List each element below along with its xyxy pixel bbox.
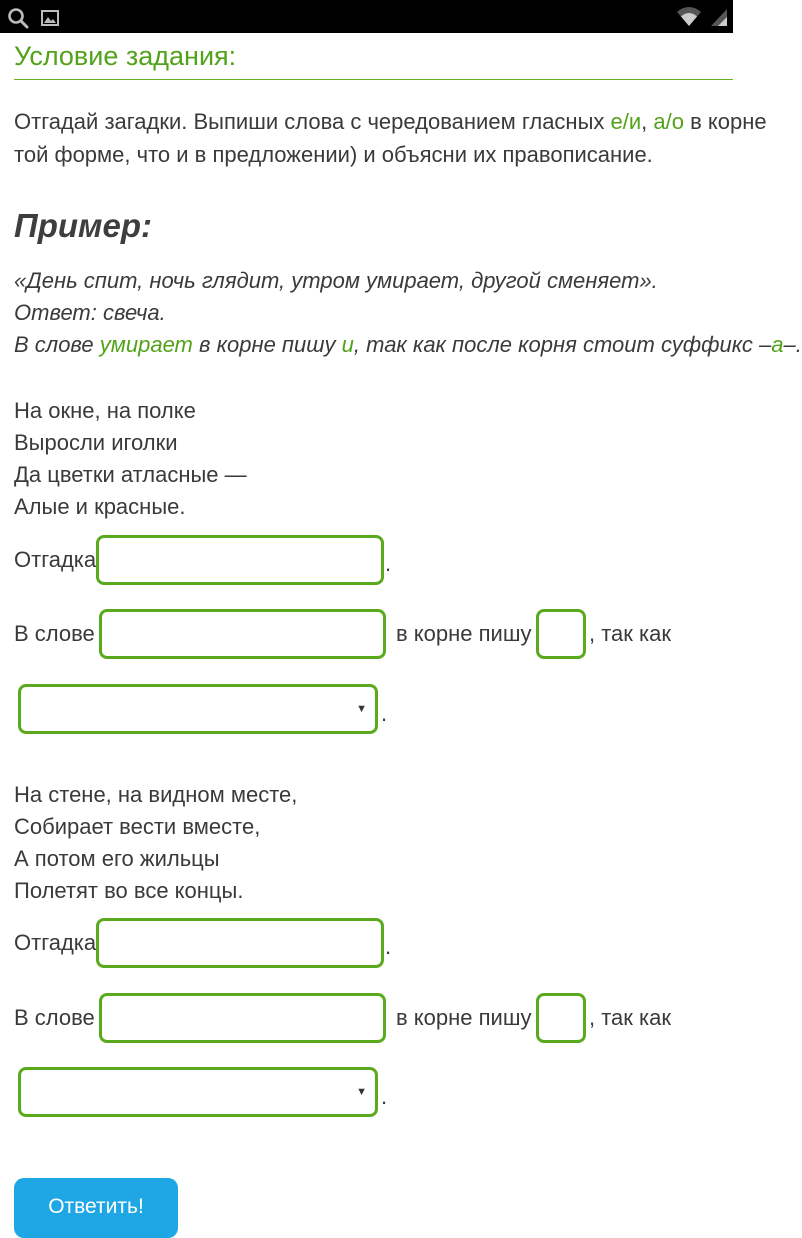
vowel-pair-ao: а/о: [653, 109, 684, 134]
because-label: , так как: [589, 1005, 671, 1030]
separator: ,: [641, 109, 654, 134]
period: .: [381, 1084, 388, 1109]
instruction-text: Отгадай загадки. Выпиши слова с чередованием гласных: [14, 109, 611, 134]
dropdown-arrow-icon: ▼: [356, 1086, 367, 1098]
riddle-line: Алые и красные.: [14, 494, 186, 519]
riddle-line: Собирает вести вместе,: [14, 814, 261, 839]
search-icon: [6, 6, 30, 35]
riddle-2-text: [14, 779, 297, 907]
root-label: в корне пишу: [396, 1005, 532, 1030]
word-input-2[interactable]: [99, 993, 386, 1043]
status-bar: [0, 0, 733, 33]
example-text: в корне пишу: [192, 332, 342, 357]
example-explanation: [14, 329, 802, 361]
letter-input-2[interactable]: [536, 993, 586, 1043]
task-instructions: [14, 105, 774, 171]
example-body: [14, 265, 802, 361]
word-input-1[interactable]: [99, 609, 386, 659]
riddle-line: На окне, на полке: [14, 398, 196, 423]
example-suffix: а: [771, 332, 784, 357]
answer-label: Отгадка: [14, 547, 97, 572]
riddle-1-text: [14, 395, 247, 523]
example-letter: и: [341, 332, 354, 357]
because-label: , так как: [589, 621, 671, 646]
period: .: [385, 551, 392, 576]
signal-icon: [709, 6, 729, 33]
instruction-text-end: в корне: [683, 109, 767, 134]
root-label: в корне пишу: [396, 621, 532, 646]
reason-select-2[interactable]: [18, 1067, 378, 1117]
task-title: Условие задания:: [14, 41, 237, 71]
riddle-line: А потом его жильцы: [14, 846, 220, 871]
example-riddle: «День спит, ночь глядит, утром умирает, другой сменяет».: [14, 268, 658, 293]
example-title: Пример:: [14, 207, 152, 244]
answer-label: Отгадка: [14, 930, 97, 955]
example-text: В слове: [14, 332, 100, 357]
answer-input-1[interactable]: [96, 535, 384, 585]
riddle-line: Да цветки атласные —: [14, 462, 247, 487]
dropdown-arrow-icon: ▼: [356, 703, 367, 715]
instruction-text-line2: той форме, что и в предложении) и объясни их правописание.: [14, 142, 653, 167]
answer-input-2[interactable]: [96, 918, 384, 968]
period: .: [381, 701, 388, 726]
example-text: –.: [783, 332, 802, 357]
example-word: умирает: [99, 332, 193, 357]
word-label: В слове: [14, 621, 95, 646]
image-icon: [40, 7, 62, 34]
submit-button[interactable]: Ответить!: [14, 1178, 178, 1238]
vowel-pair-ei: е/и: [610, 109, 642, 134]
word-label: В слове: [14, 1005, 95, 1030]
riddle-line: Полетят во все концы.: [14, 878, 244, 903]
wifi-icon: [675, 6, 703, 33]
riddle-line: Выросли иголки: [14, 430, 178, 455]
task-header: [14, 35, 733, 80]
example-answer: Ответ: свеча.: [14, 300, 166, 325]
letter-input-1[interactable]: [536, 609, 586, 659]
example-text: , так как после корня стоит суффикс –: [353, 332, 772, 357]
riddle-line: На стене, на видном месте,: [14, 782, 298, 807]
reason-select-1[interactable]: [18, 684, 378, 734]
period: .: [385, 934, 392, 959]
